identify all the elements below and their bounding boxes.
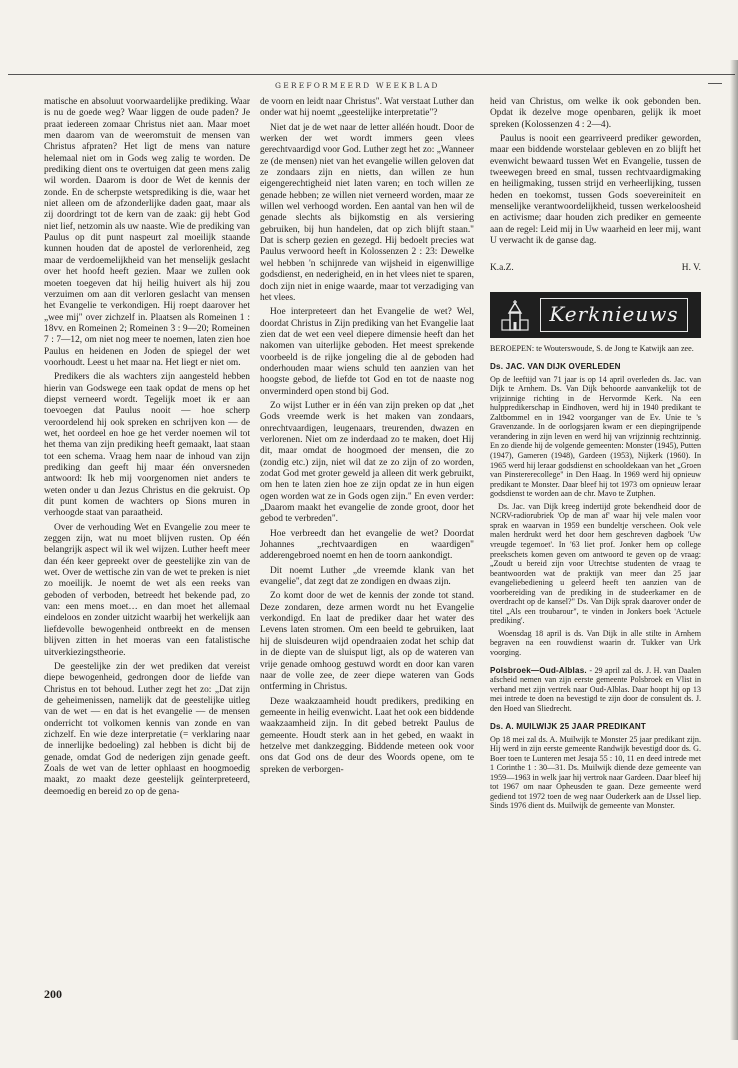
column-1 xyxy=(44,97,250,798)
page-edge-shadow xyxy=(730,60,738,1040)
news-paragraph: Woensdag 18 april is ds. Van Dijk in alle stilte in Arnhem begraven na een rouwdienst waarin dr. Tukker van Urk voorging. xyxy=(490,628,701,657)
column-paragraph: De geestelijke zin der wet prediken dat vereist diepe bewogenheid, gedrongen door de liefde van Christus en tot behoud. Luther zegt het zo: „Dat zijn de geheimenissen, namelijk dat de geestelijke uitleg van de wet — en dat is het evangelie — de mensen onderricht tot volkomen kennis van zonde en van zichzelf. En wie deze interpretatie (= verklaring naar de innerlijke bedoeling) zal hebben is dicht bij de genade, omdat God de nederigen zijn genade geeft. Zoals de wet van de letter ophlaast en hoogmoedig maakt, zo maakt deze geestelijk geïnterpreteerd, deemoedig en bereid zo op de gena- xyxy=(44,661,250,797)
column-paragraph: Zo komt door de wet de kennis der zonde tot stand. Deze zondaren, deze armen wordt nu het Evangelie verkondigd. En laat de prediker daar het water des Levens laten stromen. Om een beeld te gebruiken, laat hij de sluisdeuren wijd opendraaien zodat het schip dat in de diepte van de sluisput ligt, als op de wateren van vrije genade omhoog gestuwd wordt en door kan varen naar de volle zee, de zeer diepe wateren van Gods ontferming in Christus. xyxy=(260,591,474,693)
kerknieuws-banner xyxy=(490,292,701,338)
running-head: GEREFORMEERD WEEKBLAD xyxy=(275,81,440,90)
column-2 xyxy=(260,97,474,776)
column-paragraph: Paulus is nooit een gearriveerd prediker geworden, maar een biddende worstelaar gebleven en zo blijft het evenwicht bewaard tussen Wet en Evangelie, tussen de tweewegen breed en smal, tussen rechtvaardigmaking en heiligmaking, tussen strijd en verheerlijking, tussen heden en toekomst, tussen Gods soevereiniteit en menselijke verantwoordelijkheid, tussen werkeloosheid en activisme; daar houden zich prediker en gemeente aan de regel: Leid mij in Uw waarheid en leer mij, want U verwacht ik de ganse dag. xyxy=(490,134,701,247)
column-3 xyxy=(490,97,701,811)
church-icon xyxy=(500,300,530,332)
news-heading: Ds. A. MUILWIJK 25 JAAR PREDIKANT xyxy=(490,722,647,732)
news-heading: Ds. JAC. VAN DIJK OVERLEDEN xyxy=(490,362,621,372)
column-paragraph: Dit noemt Luther „de vreemde klank van het evangelie", dat zegt dat ze zondigen en dwaas zijn. xyxy=(260,565,474,588)
top-rule xyxy=(8,74,735,75)
column-paragraph: matische en absoluut voorwaardelijke prediking. Waar is nu de goede weg? Waar liggen de oude paden? Je praat iedereen zomaar Christus niet aan. Maar moet men daarom van de weeromstuit de mensen van Christus afpraten? Het ligt de mens van nature helemaal niet om in Gods weg zalig te worden. De prediking dient ons te overtuigen dat geen mens zalig wil worden. Daarom is door de Wet de kennis der zonde. En de scherpste wetsprediking is die, waar het niet alleen om de afzonderlijke daden gaat, maar als zij doordringt tot de kern van de zaak: gij hebt God niet lief, netzomin als uw naaste. Wie de prediking van Paulus op dit punt naspeurt zal moeilijk staande kunnen houden dat de apostel de verlorenheid, zeg maar de verdoemelijkheid van het menselijk geslacht over het hoofd heeft gezien. Maar we zullen ook moeten toegeven dat hij heilig huivert als hij zou verzuimen om aan dit verloren geslacht van mensen het Evangelie te verkondigen. Hij roept daarover het „wee mij" over zichzelf in. Plaatsen als Romeinen 1 : 18vv. en Romeinen 2; Romeinen 3 : 9—20; Romeinen 7 : 7—12, om niet nog meer te noemen, laten zien hoe Paulus en heidenen en Joden de spiegel der wet voorhoudt. Leest u het maar na. Het liegt er niet om. xyxy=(44,97,250,368)
signature-left: K.a.Z. xyxy=(490,263,514,274)
column-paragraph: heid van Christus, om welke ik ook gebonden ben. Opdat ik dezelve moge openbaren, gelijk ik moet spreken (Kolossenzen 4 : 2—4). xyxy=(490,97,701,130)
signature-right: H. V. xyxy=(681,263,701,274)
news-item xyxy=(490,666,701,714)
news-item xyxy=(490,735,701,811)
column-paragraph: Predikers die als wachters zijn aangesteld hebben hierin van Godswege een taak opdat de mens op het diepst verneerd wordt. Tegelijk moet ik er aan toevoegen dat Paulus nooit — hoe scherp veroordelend hij ook spreken en schrijven kon — de wet, het oordeel en hoe ge het verder noemen wil tot het thema van zijn prediking heeft gemaakt, laat staan tot een schema. Vraag hem naar de inhoud van zijn prediking dan geeft hij maar één onversneden antwoord: Ik heb mij voorgenomen niet anders te weten onder u dan Jezus Christus en die gekruist. Op dit punt komen de wachters op Sions muren in verhoogde staat van paraatheid. xyxy=(44,372,250,519)
article-signature xyxy=(490,263,701,274)
news-item xyxy=(490,375,701,658)
news-paragraph: Op de leeftijd van 71 jaar is op 14 april overleden ds. Jac. van Dijk te Arnhem. Ds. Van Dijk behoorde aanvankelijk tot de vrijzinnige richting in de Hervormde Kerk. Na een hulppredikerschap in Eindhoven, werd hij in 1940 predikant te Zaltbommel en in 1942 voorganger van de Ev. Unie te 's Gravenzande. In de oorlogsjaren kwam er een diepingrijpende verandering in zijn leven en werd hij van vrijzinnig rechtzinnig. En zo diende hij de volgende gemeenten: Monster (1945), Putten (1947), Gameren (1948), Gardeen (1953), Nijkerk (1960). In 1965 werd hij leraar godsdienst en schooldekaan van het „Groen van Pinstererecollege" in Den Haag. In 1969 werd hij opnieuw predikant te Monster. Daar bleef hij tot 1973 om opnieuw leraar godsdienst te worden aan de chr. Mavo te Zutphen. xyxy=(490,374,701,499)
news-paragraph: Op 18 mei zal ds. A. Muilwijk te Monster 25 jaar predikant zijn. Hij werd in zijn eerste gemeente Randwijk bevestigd door ds. G. Boer toen te Lunteren met Jesaja 55 : 10, 11 en deed intrede met 1 Corinthe 1 : 30—31. Ds. Muilwijk diende deze gemeente van 1959—1963 in welk jaar hij vertrok naar Gardeen. Daar bleef hij tot 1967 om naar Opheusden te gaan. Deze gemeente werd gediend tot 1972 toen de weg naar Ouderkerk aan de IJssel liep. Sinds 1976 dient ds. Muilwijk de gemeente van Monster. xyxy=(490,734,701,811)
news-heading: Polsbroek—Oud-Alblas. xyxy=(490,665,587,675)
column-paragraph: Niet dat je de wet naar de letter alléén houdt. Door de werken der wet wordt immers geen vlees gerechtvaardigd voor God. Luther zegt het zo: „Wanneer ze (de mensen) niet van het evangelie willen geloven dat ze zondaars zijn en nietts, dan willen ze hun eigengerechtigheid niet laten varen; en toch willen ze genade hebben; ze willen niet verneerd worden, maar ze willen wel verhoogd worden. Een aantal van hen wil de genade slechts als bijkomstig en als versiering gebruiken, bij hun handelen, dat op zich blijft staan." Dat is scherp gezien en gezegd. Hij bedoelt precies wat Paulus verwoord heeft in Kolossenzen 2 : 23: Dewelke wel hebben 'n schijnrede van wijsheid in eigenwillige godsdienst, en nederigheid, en in het vlees niet te sparen, doch zijn niet in enige waarde, maar tot verzadiging van het vlees. xyxy=(260,122,474,303)
beroepen-notice: BEROEPEN: te Wouterswoude, S. de Jong te Katwijk aan zee. xyxy=(490,343,694,353)
news-paragraph: - 29 april zal ds. J. H. van Daalen afscheid nemen van zijn eerste gemeente Polsbroek en Vlist in verband met zijn vertrek naar Oud-Alblas. Daar hoopt hij op 13 mei intrede te doen na bevestigd te zijn door de consulent ds. J. den Hoed van Sliedrecht. xyxy=(490,665,702,713)
column-paragraph: Hoe verbreedt dan het evangelie de wet? Doordat Johannes „rechtvaardigen en waardigen" adderengebroed noemt en hen de toorn aankondigt. xyxy=(260,528,474,562)
column-paragraph: Deze waakzaamheid houdt predikers, prediking en gemeente in heilig evenwicht. Laat het ook een biddende waakzaamheid zijn. In dit gebed betrekt Paulus de gemeente. Houdt sterk aan in het gebed, en waakt in hetzelve met dankzegging. Biddende meteen ook voor ons dat God ons de deur des Woords opene, om te spreken de verborgen- xyxy=(260,696,474,775)
column-paragraph: Zo wijst Luther er in één van zijn preken op dat „het Gods vreemde werk is het maken van zondaars, onrechtvaardigen, leugenaars, treurenden, dwazen en verlorenen. Niet om ze inderdaad zo te maken, doet Hij dit, maar omdat de hoogmoed der mensen, die zo (zondig etc.) zijn, niet wil dat ze zo zijn of zo worden, zodat God met groter geweld ja alleen dit werk gebruikt, om hen te laten zien hoe ze zijn opdat ze in hun eigen ogen worden wat ze in Gods ogen zijn." En even verder: „Daarom maakt het evangelie de zonde groot, door het gebod te verbreden". xyxy=(260,400,474,525)
column-paragraph: Over de verhouding Wet en Evangelie zou meer te zeggen zijn, wat nu moet blijven rusten. Op één belangrijk aspect wil ik wel wijzen. Luther heeft meer dan één keer gepreekt over de geestelijke zin van de wet. Over de wettische zin van de wet te preken is niet zo moeilijk. Je noemt de wet als een reeks van geboden of verboden, betreedt het bekende pad, zo van: een mens moet… en dan moet het allemaal eindeloos en zonder uitzicht waarbij het werkelijk aan liefdevolle bewogenheid ontbreekt en de mensen blijven zitten in het moeras van een fatalistische uitverkiezingstheorie. xyxy=(44,522,250,658)
running-head-dash xyxy=(708,83,722,84)
banner-title: Kerknieuws xyxy=(540,298,688,332)
news-paragraph: Ds. Jac. van Dijk kreeg indertijd grote bekendheid door de NCRV-radiorubriek 'Op de man af' waar hij vele malen voor sprak en waarvan in 1959 een bundeltje verscheen. Ook vele malen herdrukt werd het door hem geschreven dagboek 'Uw vreugde tegemoet'. In '63 liet prof. Jonker hem op college preekschets komen geven om antwoord te geven op de vraag: „Zoudt u bereid zijn voor Utrechtse studenten de vraag te beantwoorden wat de praktijk van meer dan 25 jaar evangeliebediening u geleerd heeft ten aanzien van de voorbereiding van de prediking in de studeerkamer en de overdracht op de kansel?" Ds. Van Dijk sprak daarover onder de titel „Als een troubarour", te vinden in Jonkers boek 'Actuele prediking'. xyxy=(490,501,701,626)
column-paragraph: Hoe interpreteert dan het Evangelie de wet? Wel, doordat Christus in Zijn prediking van het Evangelie laat zien dat de wet een veel diepere dimensie heeft dan het nakomen van uiterlijke geboden. Het meest sprekende voorbeeld is de rijke jongeling die al de geboden had onderhouden maar wiens schuld ten aanzien van het hoogste gebod, de liefde tot God en tot de naaste nog onverminderd open stond bij God. xyxy=(260,307,474,397)
page-number: 200 xyxy=(44,987,62,1001)
column-paragraph: de voorn en leidt naar Christus". Wat verstaat Luther dan onder wat hij noemt „geestelijke interpretatie"? xyxy=(260,97,474,119)
